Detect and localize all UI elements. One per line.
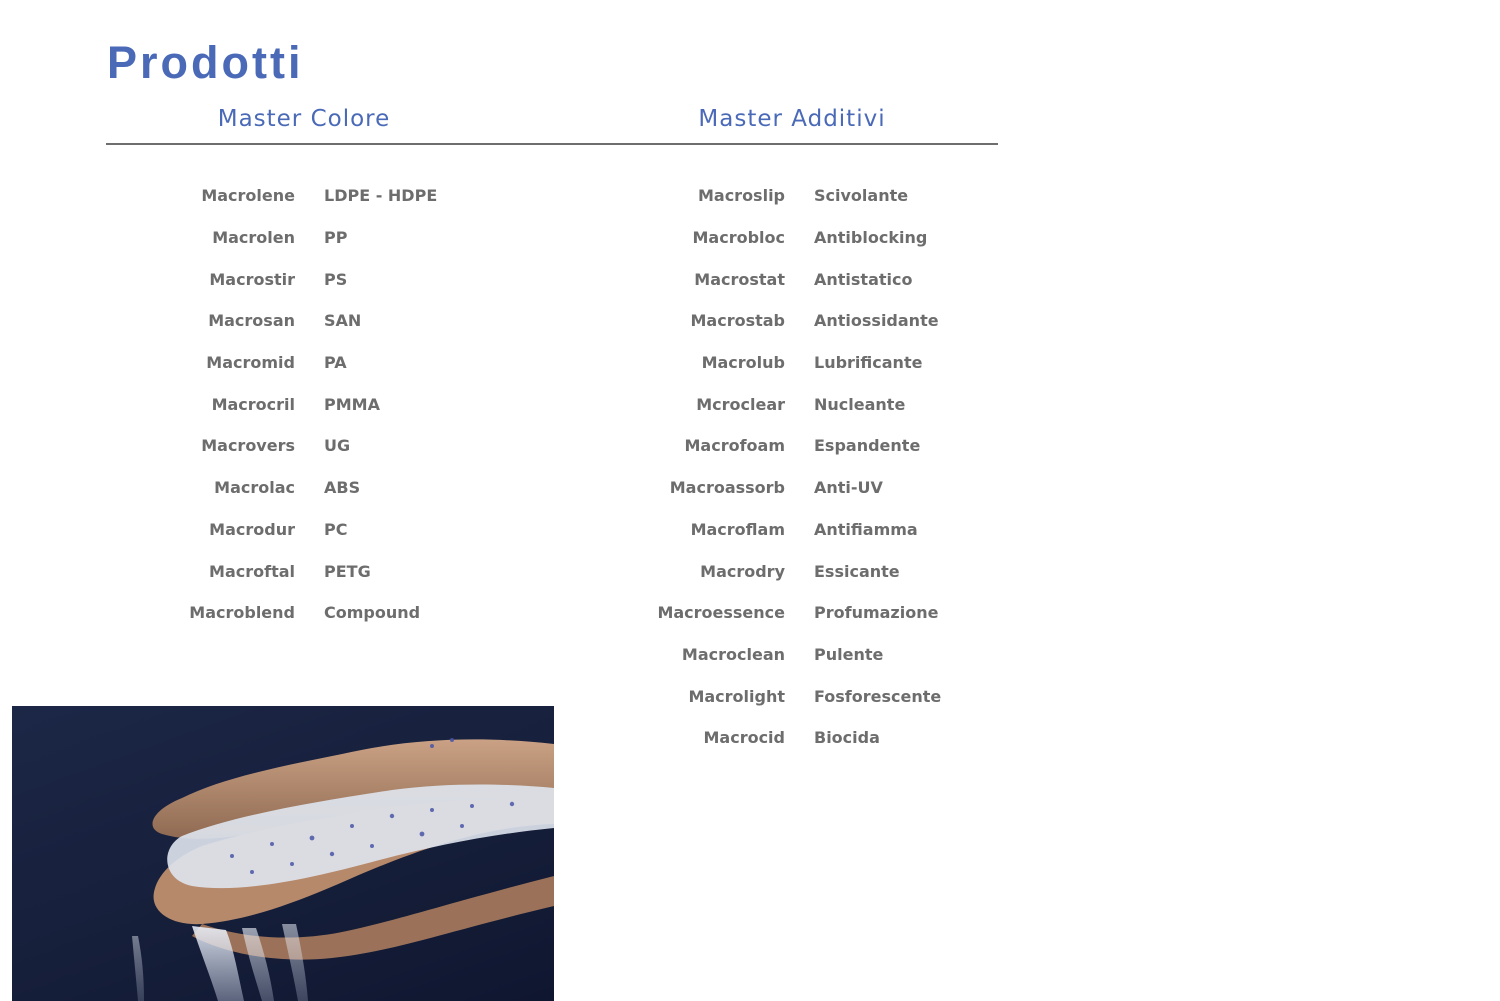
product-name: Macrobloc [692,228,785,248]
product-type: PC [324,519,348,539]
product-type: Scivolante [814,186,909,206]
product-row [600,717,941,759]
product-name: Macrovers [201,436,295,456]
product-type: Antiossidante [814,311,939,331]
product-name: Macrocid [703,728,785,748]
product-row [600,675,941,717]
product-name: Macrocril [211,394,295,414]
product-row [600,425,941,467]
product-row [140,509,437,551]
product-name: Macrostab [690,311,785,331]
product-name: Macrostir [209,269,295,289]
product-type: PETG [324,561,371,581]
product-type: UG [324,436,351,456]
product-row [140,258,437,300]
product-row [140,300,437,342]
product-row [600,550,941,592]
master-additivi-list [600,175,941,759]
product-type: Antiblocking [814,228,928,248]
product-type: PS [324,269,348,289]
master-colore-list [140,175,437,634]
product-name: Macroclean [681,644,785,664]
product-type: Compound [324,603,421,623]
product-name: Macroftal [209,561,295,581]
product-type: PMMA [324,394,380,414]
product-name: Macroslip [697,186,785,206]
product-name: Macrolight [688,686,785,706]
product-row [140,175,437,217]
product-name: Macroflam [690,519,785,539]
product-type: PP [324,228,348,248]
product-name: Macromid [206,353,295,373]
product-name: Macrolub [701,353,785,373]
product-type: Nucleante [814,394,906,414]
product-name: Macrolac [214,478,295,498]
product-name: Macrostat [694,269,785,289]
product-row [600,383,941,425]
product-type: ABS [324,478,361,498]
product-row [140,342,437,384]
product-name: Macrolene [201,186,295,206]
product-row [600,634,941,676]
product-type: Espandente [814,436,921,456]
section-heading-master-additivi: Master Additivi [698,106,886,132]
product-type: Pulente [814,644,884,664]
product-row [600,509,941,551]
product-name: Macroassorb [669,478,785,498]
product-type: Fosforescente [814,686,942,706]
product-row [600,592,941,634]
product-name: Macrolen [212,228,295,248]
product-name: Macroessence [657,603,785,623]
product-row [140,217,437,259]
product-row [600,258,941,300]
product-name: Macrodur [209,519,295,539]
product-name: Macrosan [208,311,295,331]
product-type: Biocida [814,728,880,748]
product-type: Lubrificante [814,353,923,373]
product-row [600,175,941,217]
product-row [140,425,437,467]
product-row [600,217,941,259]
product-type: SAN [324,311,362,331]
product-type: Profumazione [814,603,939,623]
product-row [600,342,941,384]
product-row [140,592,437,634]
section-heading-master-colore: Master Colore [217,106,391,132]
product-row [140,467,437,509]
product-name: Macrodry [700,561,785,581]
product-row [600,300,941,342]
section-divider [106,143,998,145]
product-name: Mcroclear [696,394,785,414]
product-row [600,467,941,509]
product-name: Macroblend [189,603,295,623]
product-type: Essicante [814,561,900,581]
product-name: Macrofoam [684,436,785,456]
product-type: LDPE - HDPE [324,186,438,206]
product-type: Antifiamma [814,519,918,539]
hands-pellets-illustration [12,706,554,1001]
product-type: Anti-UV [814,478,883,498]
product-photo-hands-pellets [12,706,554,1001]
product-type: PA [324,353,347,373]
product-row [140,550,437,592]
product-row [140,383,437,425]
page-title: Prodotti [107,37,304,88]
product-type: Antistatico [814,269,913,289]
